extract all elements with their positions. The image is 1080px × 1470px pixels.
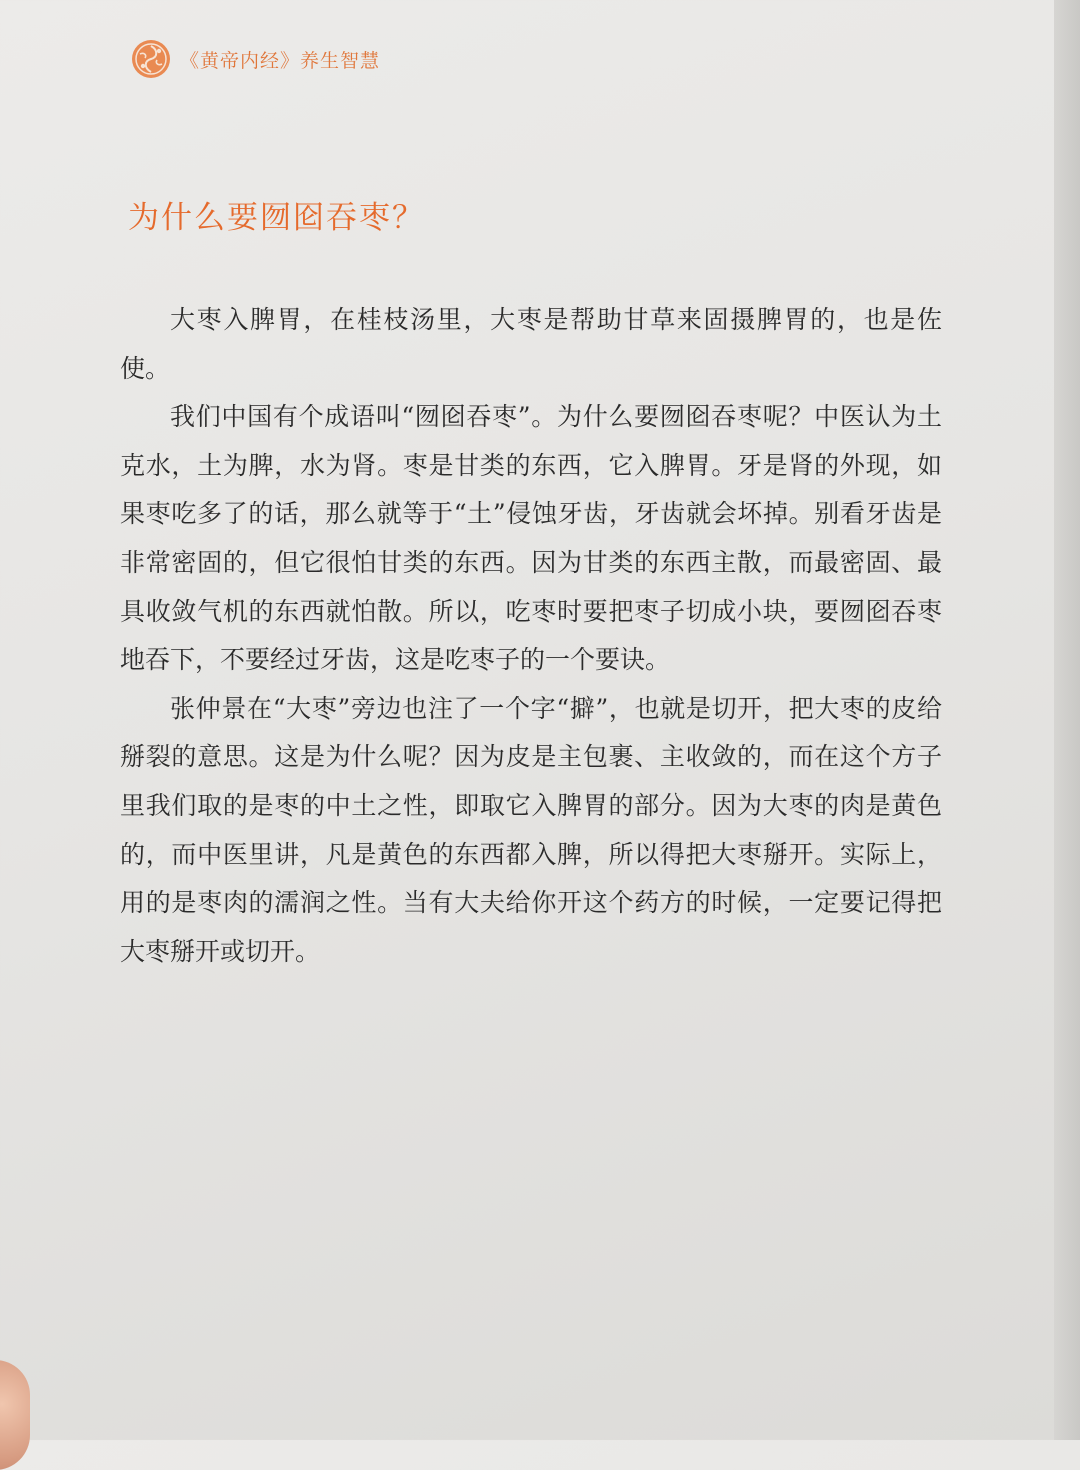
- paragraph: 我们中国有个成语叫“囫囵吞枣”。为什么要囫囵吞枣呢？中医认为土克水，土为脾，水为肾。枣是甘类的东西，它入脾胃。牙是肾的外现，如果枣吃多了的话，那么就等于“土”侵蚀牙齿，牙齿就会坏掉。别看牙齿是非常密固的，但它很怕甘类的东西。因为甘类的东西主散，而最密固、最具收敛气机的东西就怕散。所以，吃枣时要把枣子切成小块，要囫囵吞枣地吞下，不要经过牙齿，这是吃枣子的一个要诀。: [120, 402, 942, 675]
- running-header: [130, 38, 380, 80]
- finger-edge: [0, 1360, 30, 1470]
- ornament-circle-icon: [130, 38, 172, 80]
- book-title: 《黄帝内经》养生智慧: [180, 49, 381, 72]
- paragraph: 张仲景在“大枣”旁边也注了一个字“擗”，也就是切开，把大枣的皮给掰裂的意思。这是为什么呢？因为皮是主包裹、主收敛的，而在这个方子里我们取的是枣的中土之性，即取它入脾胃的部分。因为大枣的肉是黄色的，而中医里讲，凡是黄色的东西都入脾，所以得把大枣掰开。实际上，用的是枣肉的濡润之性。当有大夫给你开这个药方的时候，一定要记得把大枣掰开或切开。: [120, 693, 942, 966]
- body-text: [120, 296, 942, 976]
- page-edge-shadow: [1054, 0, 1080, 1440]
- chapter-title: 为什么要囫囵吞枣？: [128, 200, 425, 236]
- paragraph: 大枣入脾胃，在桂枝汤里，大枣是帮助甘草来固摄脾胃的，也是佐使。: [120, 305, 942, 383]
